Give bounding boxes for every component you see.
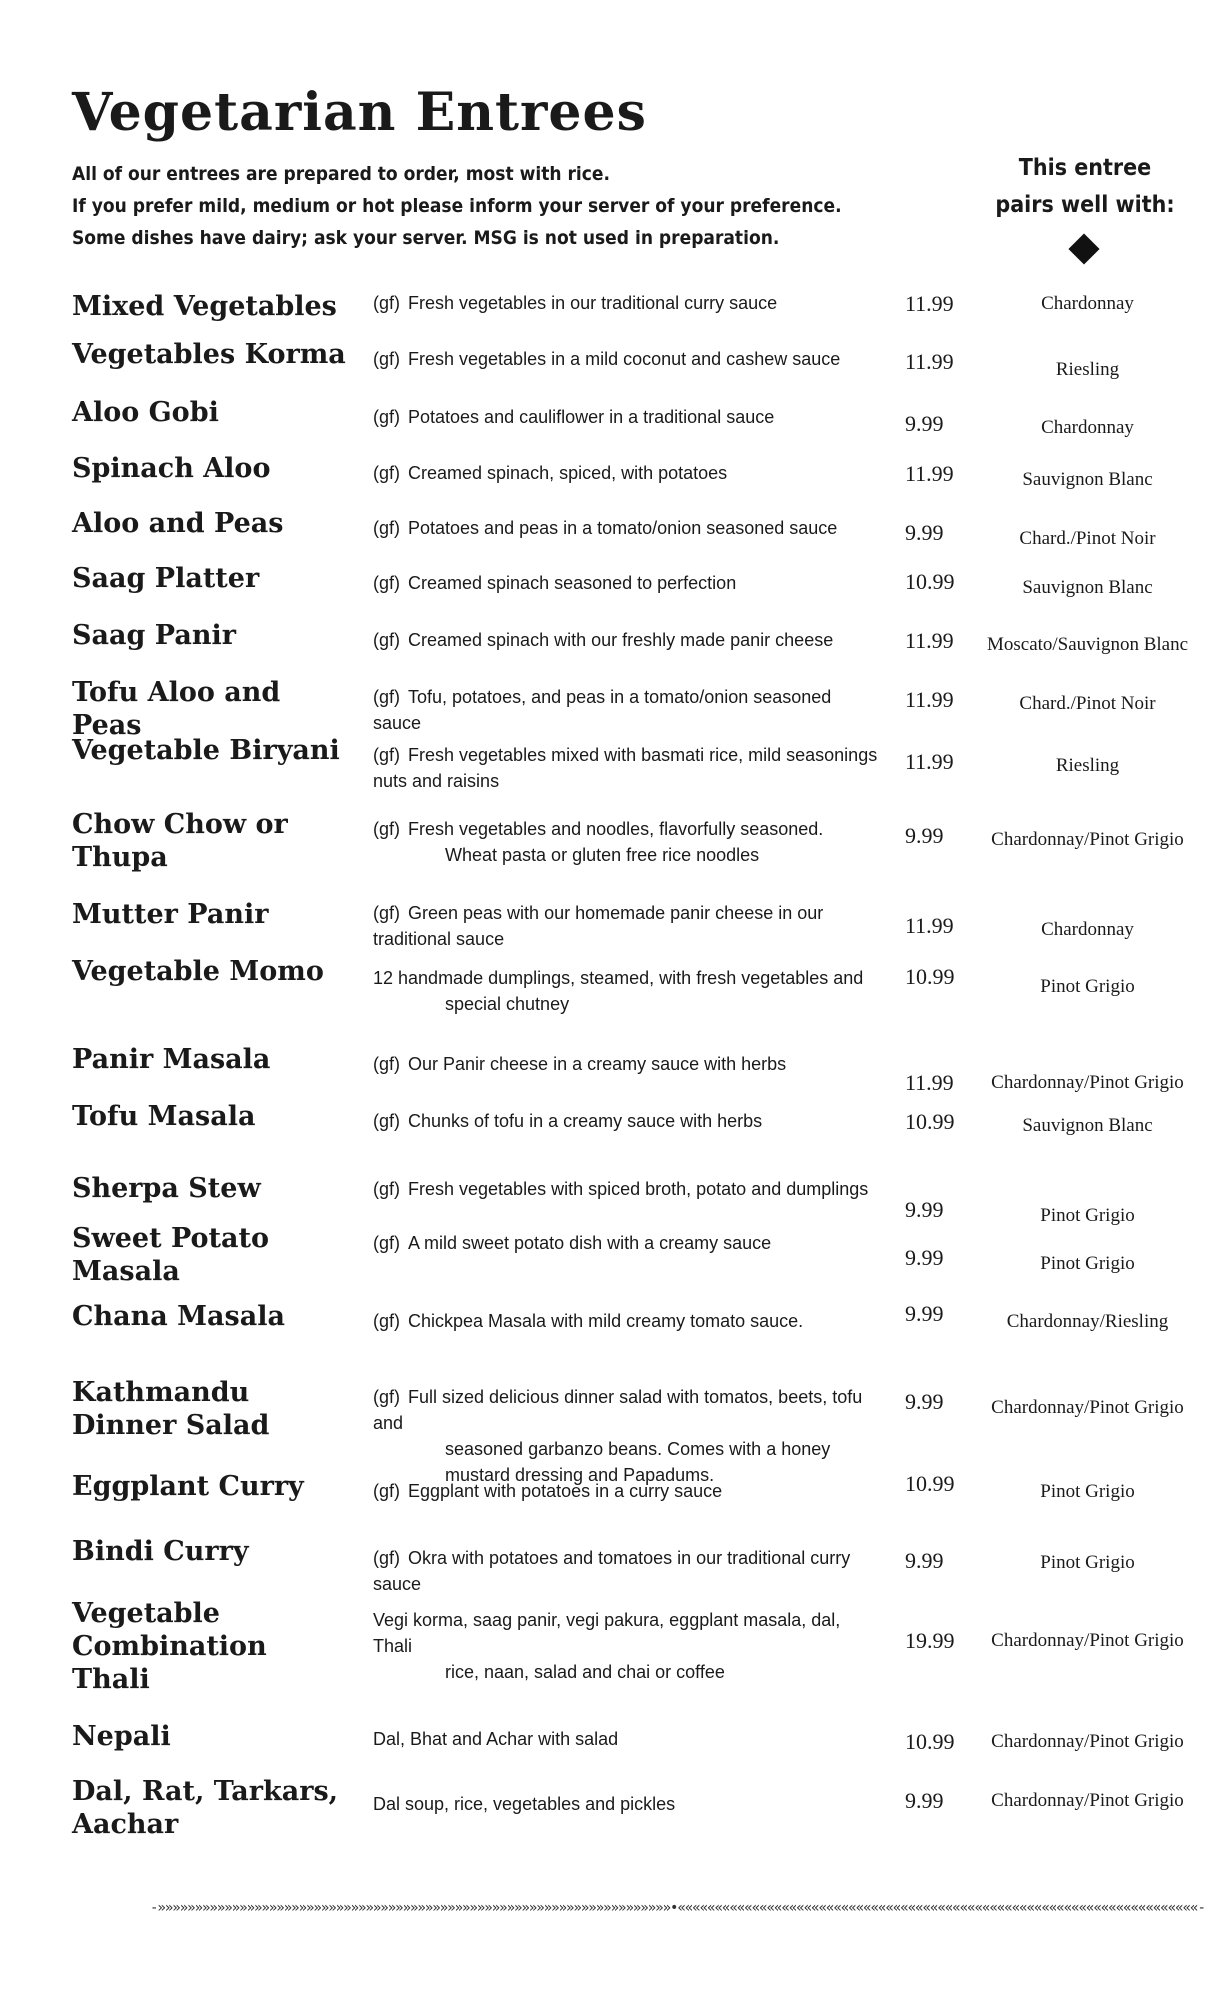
item-description-text: Creamed spinach seasoned to perfection — [408, 573, 737, 593]
item-description-cont: rice, naan, salad and chai or coffee — [445, 1662, 725, 1682]
gluten-free-tag: (gf) — [373, 1548, 400, 1568]
item-description-text: Chunks of tofu in a creamy sauce with herbs — [408, 1111, 763, 1131]
item-description — [373, 1726, 883, 1752]
item-description — [373, 1308, 883, 1334]
item-price: 10.99 — [905, 569, 955, 594]
item-price: 11.99 — [905, 749, 954, 774]
item-price: 9.99 — [905, 411, 944, 436]
item-name: Mixed Vegetables — [72, 291, 337, 322]
wine-pairing: Chardonnay/Pinot Grigio — [991, 1790, 1184, 1811]
item-price: 11.99 — [905, 349, 954, 374]
item-description-text: Fresh vegetables in a mild coconut and cashew sauce — [408, 349, 841, 369]
item-name: Chow Chow or Thupa — [72, 809, 288, 873]
item-description-text: A mild sweet potato dish with a creamy sauce — [408, 1233, 772, 1253]
gluten-free-tag: (gf) — [373, 819, 400, 839]
item-description — [373, 1607, 883, 1685]
item-description — [373, 290, 883, 316]
item-price: 10.99 — [905, 1109, 955, 1134]
gluten-free-tag: (gf) — [373, 687, 400, 707]
item-description-text: Vegi korma, saag panir, vegi pakura, eggplant masala, dal, Thali — [373, 1610, 841, 1656]
intro-text — [72, 158, 932, 254]
wine-pairing: Moscato/Sauvignon Blanc — [986, 634, 1189, 655]
item-description-text: Tofu, potatoes, and peas in a tomato/onion seasoned sauce — [373, 687, 832, 733]
item-description-text: Dal soup, rice, vegetables and pickles — [373, 1794, 676, 1814]
wine-pairing: Pinot Grigio — [1040, 1205, 1135, 1226]
item-price: 9.99 — [905, 520, 944, 545]
item-description-text: Full sized delicious dinner salad with tomatos, beets, tofu and — [373, 1387, 863, 1433]
item-description-text: Okra with potatoes and tomatoes in our traditional curry sauce — [373, 1548, 851, 1594]
item-description — [373, 1108, 883, 1134]
decorative-border: -»»»»»»»»»»»»»»»»»»»»»»»»»»»»»»»»»»»»»»»»»»»»»»»»»»»»»»»»»»»»»»»»»»»»»•««««««««««««««««««««««««««««««««««««««««««««««««««««««««««««««««««««««- — [150, 1900, 1205, 1916]
item-price: 11.99 — [905, 687, 954, 712]
gluten-free-tag: (gf) — [373, 1111, 400, 1131]
item-description — [373, 1230, 883, 1256]
pairing-heading-line: This entree — [1018, 155, 1152, 181]
item-price: 10.99 — [905, 1729, 955, 1754]
item-description — [373, 1176, 883, 1202]
item-name: Vegetable Momo — [72, 956, 324, 987]
wine-pairing: Chardonnay/Pinot Grigio — [991, 829, 1184, 850]
item-name: Aloo and Peas — [72, 508, 284, 539]
wine-pairing: Chardonnay/Riesling — [1006, 1311, 1169, 1332]
item-description-cont: special chutney — [445, 994, 570, 1014]
intro-line: If you prefer mild, medium or hot please inform your server of your preference. — [72, 195, 842, 217]
gluten-free-tag: (gf) — [373, 1054, 400, 1074]
item-description-text: 12 handmade dumplings, steamed, with fresh vegetables and — [373, 968, 864, 988]
page-title: Vegetarian Entrees — [72, 82, 647, 143]
item-name: Sweet Potato Masala — [72, 1223, 270, 1287]
item-price: 10.99 — [905, 964, 955, 989]
gluten-free-tag: (gf) — [373, 1233, 400, 1253]
intro-line: All of our entrees are prepared to order, most with rice. — [72, 163, 611, 185]
item-name: Eggplant Curry — [72, 1471, 304, 1502]
item-price: 9.99 — [905, 1197, 944, 1222]
gluten-free-tag: (gf) — [373, 1387, 400, 1407]
item-description — [373, 404, 883, 430]
intro-line: Some dishes have dairy; ask your server. MSG is not used in preparation. — [72, 227, 780, 249]
item-price: 11.99 — [905, 461, 954, 486]
item-price: 19.99 — [905, 1628, 955, 1653]
item-name: Panir Masala — [72, 1044, 271, 1075]
item-description-cont: seasoned garbanzo beans. Comes with a honey mustard dressing and Papadums. — [445, 1439, 831, 1485]
item-name: Dal, Rat, Tarkars, Aachar — [72, 1776, 339, 1840]
item-description-text: Chickpea Masala with mild creamy tomato sauce. — [408, 1311, 804, 1331]
item-description — [373, 900, 883, 952]
wine-pairing: Chardonnay — [1041, 293, 1134, 314]
item-description-text: Potatoes and cauliflower in a traditional sauce — [408, 407, 775, 427]
item-description-text: Fresh vegetables with spiced broth, potato and dumplings — [408, 1179, 869, 1199]
item-price: 9.99 — [905, 1788, 944, 1813]
gluten-free-tag: (gf) — [373, 1311, 400, 1331]
item-description-text: Potatoes and peas in a tomato/onion seasoned sauce — [408, 518, 838, 538]
item-name: Nepali — [72, 1721, 171, 1752]
item-description — [373, 742, 883, 794]
item-price: 11.99 — [905, 1070, 954, 1095]
gluten-free-tag: (gf) — [373, 463, 400, 483]
item-description — [373, 1051, 883, 1077]
item-description-text: Our Panir cheese in a creamy sauce with herbs — [408, 1054, 787, 1074]
item-description — [373, 460, 883, 486]
wine-pairing: Riesling — [1055, 755, 1120, 776]
item-price: 9.99 — [905, 1389, 944, 1414]
item-description — [373, 1545, 883, 1597]
item-description-text: Dal, Bhat and Achar with salad — [373, 1729, 619, 1749]
item-name: Sherpa Stew — [72, 1173, 261, 1204]
item-description — [373, 346, 883, 372]
item-description-text: Green peas with our homemade panir cheese in our traditional sauce — [373, 903, 824, 949]
item-description — [373, 1384, 883, 1488]
item-description-text: Fresh vegetables in our traditional curry sauce — [408, 293, 778, 313]
diamond-icon — [1068, 233, 1099, 264]
wine-pairing: Chard./Pinot Noir — [1019, 693, 1156, 714]
item-description-text: Eggplant with potatoes in a curry sauce — [408, 1481, 723, 1501]
item-name: Vegetables Korma — [72, 339, 346, 370]
wine-pairing: Chardonnay/Pinot Grigio — [991, 1397, 1184, 1418]
item-description-cont: Wheat pasta or gluten free rice noodles — [445, 845, 760, 865]
item-price: 9.99 — [905, 823, 944, 848]
wine-pairing: Sauvignon Blanc — [1022, 469, 1153, 490]
item-description — [373, 570, 883, 596]
gluten-free-tag: (gf) — [373, 293, 400, 313]
item-description — [373, 515, 883, 541]
wine-pairing: Chardonnay/Pinot Grigio — [991, 1630, 1184, 1651]
item-name: Chana Masala — [72, 1301, 285, 1332]
wine-pairing: Chard./Pinot Noir — [1019, 528, 1156, 549]
item-name: Saag Platter — [72, 563, 260, 594]
gluten-free-tag: (gf) — [373, 1481, 400, 1501]
wine-pairing: Chardonnay/Pinot Grigio — [991, 1072, 1184, 1093]
item-price: 11.99 — [905, 291, 954, 316]
wine-pairing: Chardonnay — [1041, 919, 1134, 940]
gluten-free-tag: (gf) — [373, 745, 400, 765]
pairing-heading — [990, 150, 1180, 224]
item-description-text: Creamed spinach with our freshly made panir cheese — [408, 630, 834, 650]
wine-pairing: Sauvignon Blanc — [1022, 577, 1153, 598]
item-description — [373, 1478, 883, 1504]
item-description-text: Fresh vegetables mixed with basmati rice, mild seasonings nuts and raisins — [373, 745, 878, 791]
item-name: Spinach Aloo — [72, 453, 271, 484]
wine-pairing: Pinot Grigio — [1040, 976, 1135, 997]
wine-pairing: Pinot Grigio — [1040, 1552, 1135, 1573]
gluten-free-tag: (gf) — [373, 518, 400, 538]
item-description — [373, 816, 883, 868]
gluten-free-tag: (gf) — [373, 903, 400, 923]
wine-pairing: Riesling — [1055, 359, 1120, 380]
item-description — [373, 1791, 883, 1817]
gluten-free-tag: (gf) — [373, 1179, 400, 1199]
gluten-free-tag: (gf) — [373, 573, 400, 593]
item-name: Tofu Aloo and Peas — [72, 677, 281, 741]
wine-pairing: Sauvignon Blanc — [1022, 1115, 1153, 1136]
item-price: 9.99 — [905, 1245, 944, 1270]
item-name: Bindi Curry — [72, 1536, 249, 1567]
gluten-free-tag: (gf) — [373, 630, 400, 650]
item-name: Vegetable Combination Thali — [72, 1598, 267, 1695]
item-price: 9.99 — [905, 1548, 944, 1573]
wine-pairing: Pinot Grigio — [1040, 1481, 1135, 1502]
item-description-text: Fresh vegetables and noodles, flavorfully seasoned. — [408, 819, 824, 839]
item-price: 9.99 — [905, 1301, 944, 1326]
item-name: Aloo Gobi — [72, 397, 219, 428]
wine-pairing: Pinot Grigio — [1040, 1253, 1135, 1274]
item-name: Kathmandu Dinner Salad — [72, 1377, 270, 1441]
item-description — [373, 627, 883, 653]
gluten-free-tag: (gf) — [373, 407, 400, 427]
item-name: Saag Panir — [72, 620, 236, 651]
gluten-free-tag: (gf) — [373, 349, 400, 369]
item-name: Vegetable Biryani — [72, 735, 340, 766]
item-name: Mutter Panir — [72, 899, 269, 930]
pairing-heading-line: pairs well with: — [995, 192, 1175, 218]
item-price: 10.99 — [905, 1471, 955, 1496]
item-description — [373, 684, 883, 736]
wine-pairing: Chardonnay — [1041, 417, 1134, 438]
item-price: 11.99 — [905, 913, 954, 938]
item-description — [373, 965, 883, 1017]
wine-pairing: Chardonnay/Pinot Grigio — [991, 1731, 1184, 1752]
item-price: 11.99 — [905, 628, 954, 653]
item-name: Tofu Masala — [72, 1101, 256, 1132]
item-description-text: Creamed spinach, spiced, with potatoes — [408, 463, 728, 483]
